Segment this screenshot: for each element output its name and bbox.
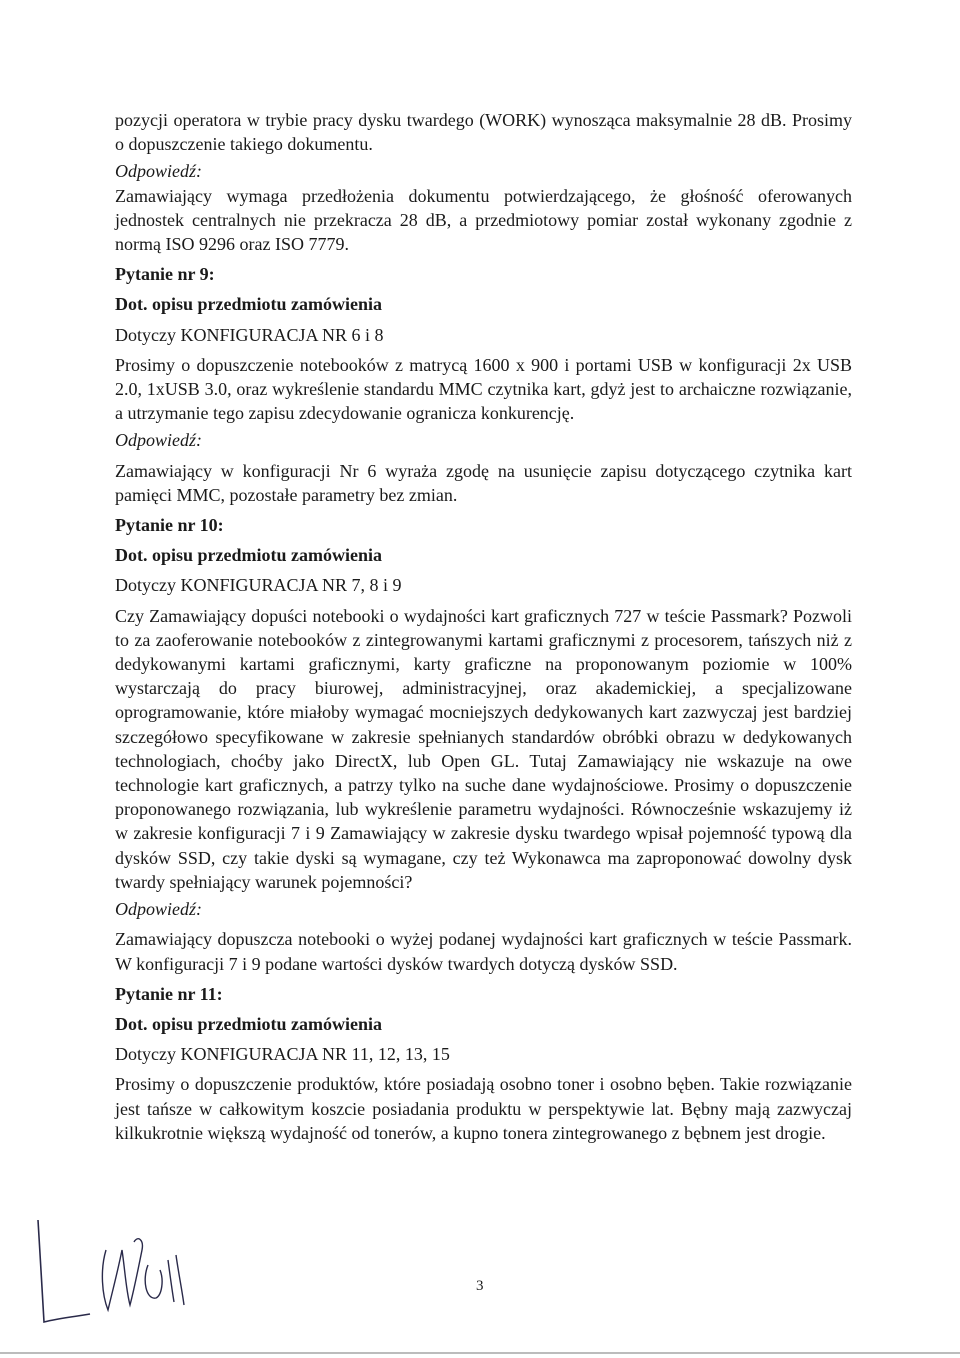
handwritten-signature bbox=[30, 1210, 200, 1330]
question-11-subject: Dot. opisu przedmiotu zamówienia bbox=[115, 1013, 382, 1034]
question-10-config: Dotyczy KONFIGURACJA NR 7, 8 i 9 bbox=[115, 575, 402, 596]
bottom-edge-line bbox=[0, 1352, 960, 1354]
answer-label-10: Odpowiedź: bbox=[115, 899, 202, 920]
question-9-subject: Dot. opisu przedmiotu zamówienia bbox=[115, 294, 382, 315]
answer-10: Zamawiający dopuszcza notebooki o wyżej podanej wydajności kart graficznych w teście Passmark. W konfiguracji 7 i 9 podane wartości dysków twardych dotyczą dysków SSD. bbox=[115, 929, 852, 974]
paragraph-question-8-end: pozycji operatora w trybie pracy dysku twardego (WORK) wynosząca maksymalnie 28 dB. Prosimy o dopuszczenie takiego dokumentu. bbox=[115, 110, 852, 155]
answer-8: Zamawiający wymaga przedłożenia dokumentu potwierdzającego, że głośność oferowanych jednostek centralnych nie przekracza 28 dB, a przedmiotowy pomiar został wykonany zgodnie z normą ISO 9296 oraz ISO 7779. bbox=[115, 185, 852, 255]
answer-9: Zamawiający w konfiguracji Nr 6 wyraża zgodę na usunięcie zapisu dotyczącego czytnika kart pamięci MMC, pozostałe parametry bez zmian. bbox=[115, 460, 852, 505]
question-11-config: Dotyczy KONFIGURACJA NR 11, 12, 13, 15 bbox=[115, 1044, 450, 1065]
question-10-subject: Dot. opisu przedmiotu zamówienia bbox=[115, 545, 382, 566]
question-9-text: Prosimy o dopuszczenie notebooków z matrycą 1600 x 900 i portami USB w konfiguracji 2x USB 2.0, 1xUSB 3.0, oraz wykreślenie standardu MMC czytnika kart, gdyż jest to archaiczne rozwiązanie, a utrzymanie tego zapisu zdecydowanie ogranicza konkurencję. bbox=[115, 354, 852, 424]
question-11-title: Pytanie nr 11: bbox=[115, 983, 223, 1004]
page-number: 3 bbox=[476, 1278, 484, 1294]
answer-label-9: Odpowiedź: bbox=[115, 430, 202, 451]
answer-label-8: Odpowiedź: bbox=[115, 161, 202, 182]
question-10-title: Pytanie nr 10: bbox=[115, 515, 224, 536]
question-10-text: Czy Zamawiający dopuści notebooki o wydajności kart graficznych 727 w teście Passmark? Pozwoli to za zaoferowanie notebooków z zintegrowanymi kartami graficznymi z procesorem, tańszych niż z dedykowanymi kartami graficznymi, karty graficzne na proponowanym poziomie w 100% wystarczają do pracy biurowej, administracyjnej, oraz akademickiej, a specjalizowane oprogramowanie, które miałoby wymagać mocniejszych dedykowanych kart zazwyczaj jest bardziej szczegółowo specyfikowane w zakresie spełnianych standardów obróbki obrazu w dedykowanych technologiach, choćby jako DirectX, lub Open GL. Tutaj Zamawiający nie wskazuje na owe technologie kart graficznych, a patrzy tylko na suche dane wydajnościowe. Prosimy o dopuszczenie proponowanego rozwiązania, lub wykreślenie parametru wydajności. Równocześnie wskazujemy iż w zakresie konfiguracji 7 i 9 Zamawiający w zakresie dysku twardego wpisał pojemność typową dla dysków SSD, czy takie dyski są wymagane, czy też Wykonawca ma zaproponować dowolny dysk twardy spełniający warunek pojemności? bbox=[115, 605, 852, 892]
question-11-text: Prosimy o dopuszczenie produktów, które posiadają osobno toner i osobno bęben. Takie rozwiązanie jest tańsze w całkowitym koszcie posiadania produktu w perspektywie lat. Bębny mają zazwyczaj kilkukrotnie większą wydajność od tonerów, a kupno tonera zintegrowanego z bębnem jest drogie. bbox=[115, 1074, 852, 1143]
question-9-config: Dotyczy KONFIGURACJA NR 6 i 8 bbox=[115, 324, 384, 345]
question-9-title: Pytanie nr 9: bbox=[115, 264, 215, 285]
document-body bbox=[115, 108, 852, 1145]
